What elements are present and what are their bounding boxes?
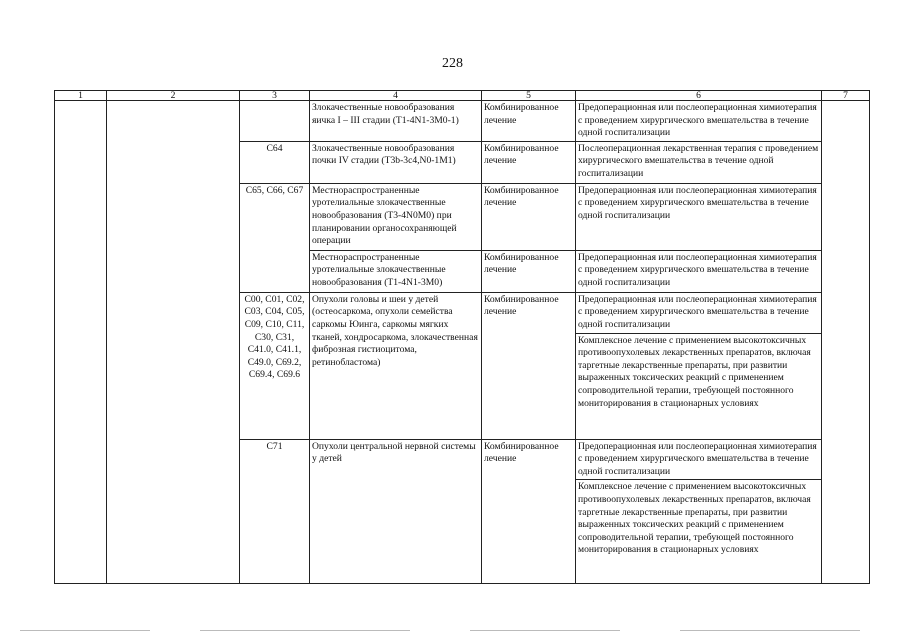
method-cell: Предоперационная или послеоперационная химиотерапия с проведением хирургического вмешательства в течение одной госпитализации [576, 292, 822, 333]
page-number: 228 [442, 56, 463, 71]
code-cell: C65, C66, C67 [240, 183, 310, 292]
method-cell: Предоперационная или послеоперационная химиотерапия с проведением хирургического вмешательства в течение одной госпитализации [576, 183, 822, 250]
header-col-1: 1 [55, 91, 107, 101]
treatment-type-cell: Комбинированное лечение [482, 183, 576, 250]
code-cell: C00, C01, C02, C03, C04, C05, C09, C10, C11, C30, C31, C41.0, C41.1, C49.0, C69.2, C69.4, C69.6 [240, 292, 310, 439]
method-cell: Комплексное лечение с применением высокотоксичных противоопухолевых лекарственных препаратов, включая таргетные лекарственные препараты, при развитии выраженных токсических реакций с применением сопроводительной терапии, требующей постоянного мониторирования в стационарных условиях [576, 480, 822, 584]
code-cell: C71 [240, 439, 310, 584]
header-col-2: 2 [107, 91, 240, 101]
disease-cell: Местнораспространенные уротелиальные злокачественные новообразования (T1-4N1-3M0) [310, 250, 482, 292]
header-col-4: 4 [310, 91, 482, 101]
header-row [55, 91, 870, 101]
header-col-3: 3 [240, 91, 310, 101]
treatment-type-cell: Комбинированное лечение [482, 141, 576, 183]
code-cell: C64 [240, 141, 310, 183]
scan-edge-line [470, 630, 620, 631]
method-cell: Предоперационная или послеоперационная химиотерапия с проведением хирургического вмешательства в течение одной госпитализации [576, 101, 822, 142]
scan-edge-line [20, 630, 150, 631]
treatment-type-cell: Комбинированное лечение [482, 439, 576, 584]
header-col-5: 5 [482, 91, 576, 101]
treatment-type-cell: Комбинированное лечение [482, 292, 576, 439]
header-col-7: 7 [822, 91, 870, 101]
method-cell: Комплексное лечение с применением высокотоксичных противоопухолевых лекарственных препаратов, включая таргетные лекарственные препараты, при развитии выраженных токсических реакций с применением сопроводительной терапии, требующей постоянного мониторирования в стационарных условиях [576, 333, 822, 439]
disease-cell: Опухоли центральной нервной системы у детей [310, 439, 482, 584]
table-row [55, 101, 870, 142]
col-2-cell [107, 101, 240, 584]
method-cell: Послеоперационная лекарственная терапия с проведением хирургического вмешательства в течение одной госпитализации [576, 141, 822, 183]
method-cell: Предоперационная или послеоперационная химиотерапия с проведением хирургического вмешательства в течение одной госпитализации [576, 250, 822, 292]
method-cell: Предоперационная или послеоперационная химиотерапия с проведением хирургического вмешательства в течение одной госпитализации [576, 439, 822, 480]
col-7-cell [822, 101, 870, 584]
treatment-type-cell: Комбинированное лечение [482, 250, 576, 292]
scan-edge-line [200, 630, 410, 631]
col-1-cell [55, 101, 107, 584]
disease-cell: Местнораспространенные уротелиальные злокачественные новообразования (T3-4N0M0) при планировании органосохраняющей операции [310, 183, 482, 250]
header-col-6: 6 [576, 91, 822, 101]
disease-cell: Опухоли головы и шеи у детей (остеосаркома, опухоли семейства саркомы Юинга, саркомы мягких тканей, хондросаркома, злокачественная фиброзная гистиоцитома, ретинобластома) [310, 292, 482, 439]
disease-cell: Злокачественные новообразования почки IV стадии (T3b-3c4,N0-1M1) [310, 141, 482, 183]
code-cell [240, 101, 310, 142]
disease-cell: Злокачественные новообразования яичка I – III стадии (T1-4N1-3M0-1) [310, 101, 482, 142]
treatment-table [54, 90, 870, 584]
scan-edge-line [680, 630, 860, 631]
treatment-type-cell: Комбинированное лечение [482, 101, 576, 142]
